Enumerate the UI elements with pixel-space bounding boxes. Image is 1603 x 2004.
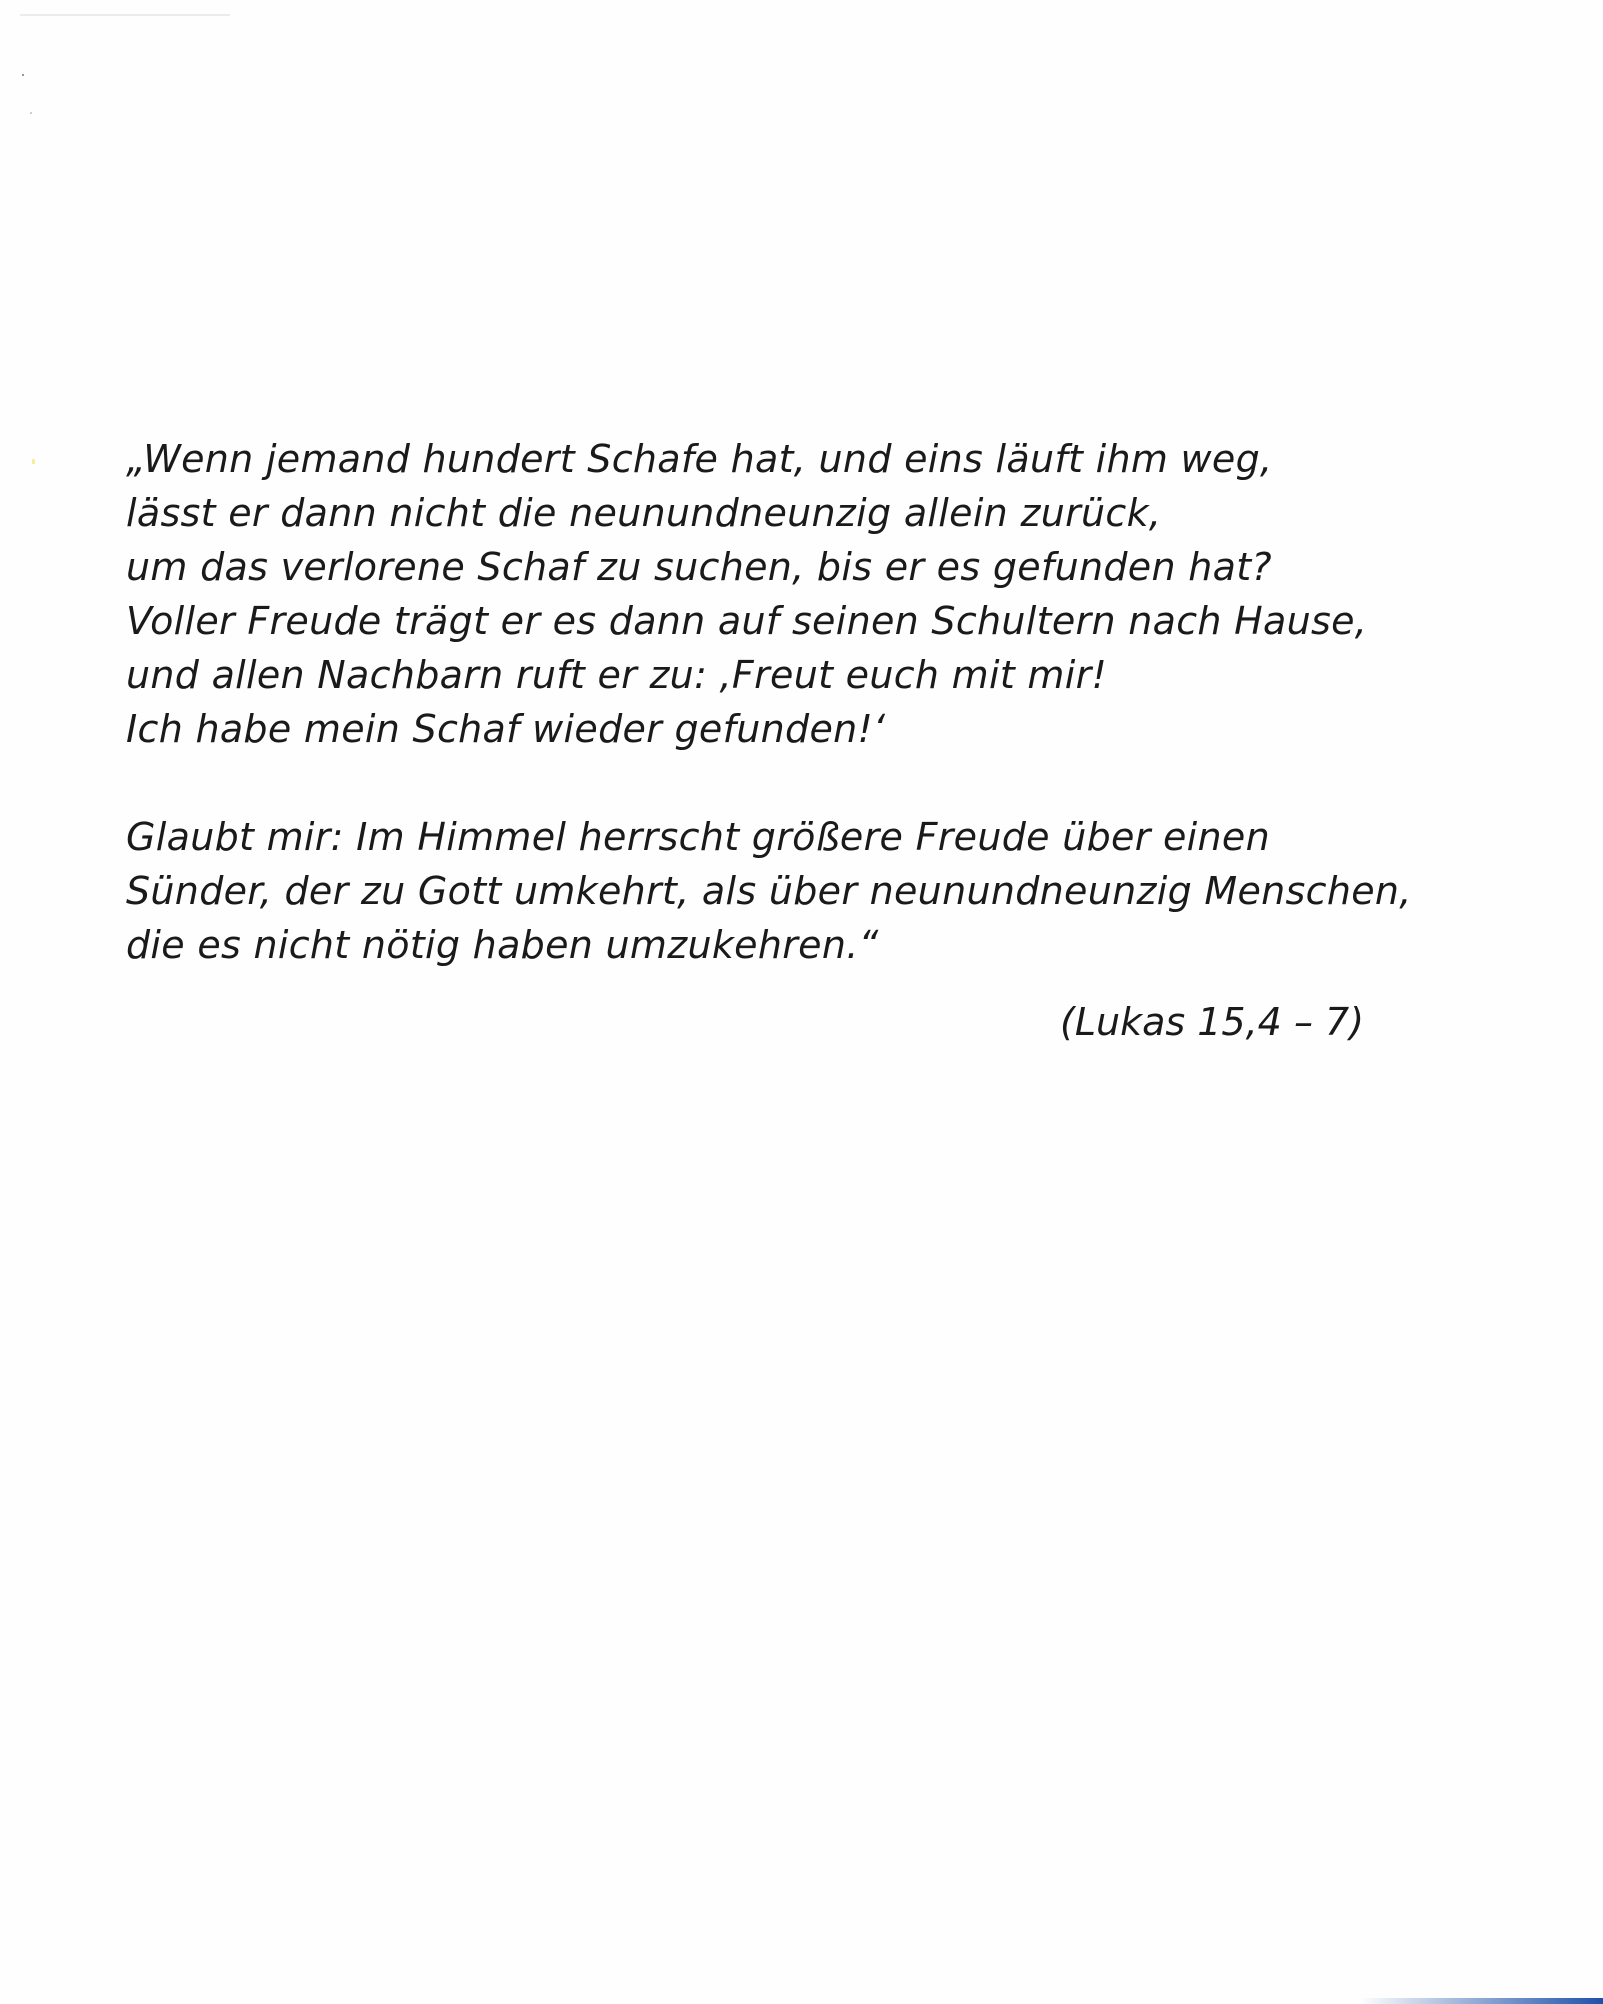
quote-line: Ich habe mein Schaf wieder gefunden!‘: [126, 707, 886, 751]
quote-stanza-2: [126, 810, 1426, 972]
quote-line: lässt er dann nicht die neunundneunzig allein zurück,: [126, 491, 1162, 535]
quote-line: um das verlorene Schaf zu suchen, bis er es gefunden hat?: [126, 545, 1272, 589]
quote-line: und allen Nachbarn ruft er zu: ‚Freut euch mit mir!: [126, 653, 1108, 697]
scan-artifact-top-edge: [20, 14, 230, 16]
quote-line: Voller Freude trägt er es dann auf seinen Schultern nach Hause,: [126, 599, 1368, 643]
quote-line: „Wenn jemand hundert Schafe hat, und eins läuft ihm weg,: [126, 437, 1273, 481]
scan-artifact-dot: [22, 74, 24, 76]
scan-artifact-dot: [30, 112, 32, 114]
quote-stanza-1: [126, 432, 1426, 756]
quote-line: Sünder, der zu Gott umkehrt, als über neunundneunzig Menschen,: [126, 869, 1412, 913]
scan-artifact-yellow-mark: [32, 459, 35, 464]
quote-line: die es nicht nötig haben umzukehren.“: [126, 923, 879, 967]
scan-artifact-bottom-edge: [1360, 1998, 1603, 2004]
scripture-reference: (Lukas 15,4 – 7): [1060, 1000, 1365, 1044]
bible-quote: [126, 432, 1426, 972]
quote-line: Glaubt mir: Im Himmel herrscht größere Freude über einen: [126, 815, 1270, 859]
